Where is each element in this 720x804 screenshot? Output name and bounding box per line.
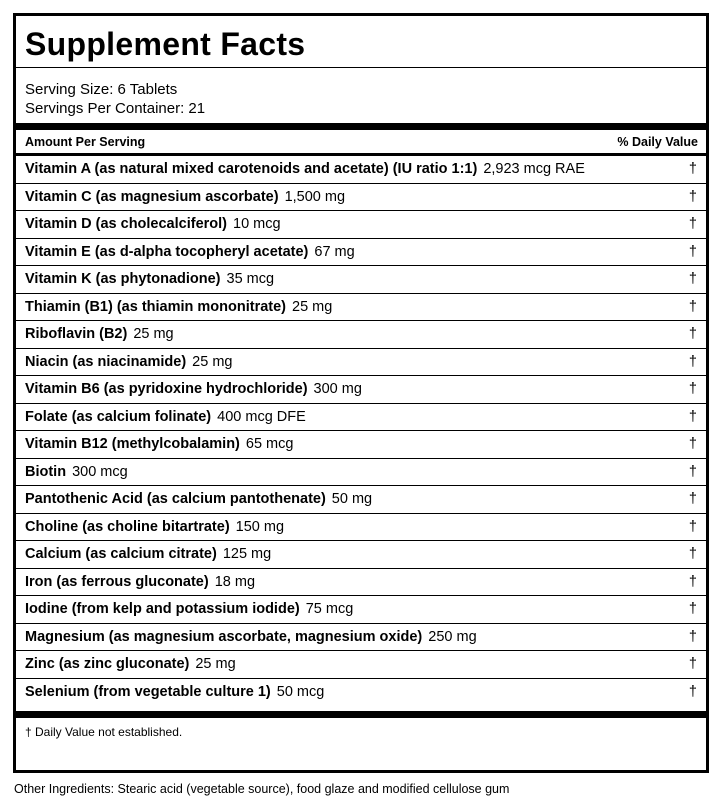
daily-value-dagger: †	[688, 188, 697, 205]
panel-title: Supplement Facts	[25, 26, 306, 62]
nutrient-row	[16, 375, 706, 403]
nutrient-text	[25, 271, 274, 287]
nutrient-name: Vitamin B6 (as pyridoxine hydrochloride)	[25, 381, 308, 397]
nutrient-row	[16, 650, 706, 678]
footnote: † Daily Value not established.	[25, 725, 183, 739]
nutrient-amount: 2,923 mcg RAE	[483, 161, 585, 177]
nutrient-amount: 18 mg	[214, 573, 256, 590]
serving-size: Serving Size: 6 Tablets	[25, 81, 178, 98]
nutrient-row	[16, 265, 706, 293]
daily-value-dagger: †	[688, 326, 697, 342]
nutrient-text	[25, 354, 232, 370]
daily-value-dagger: †	[688, 573, 697, 590]
nutrient-amount: 150 mg	[235, 518, 285, 535]
daily-value-dagger: †	[688, 436, 697, 452]
daily-value-dagger: †	[688, 298, 697, 315]
daily-value-dagger: †	[688, 601, 697, 617]
supplement-facts-panel	[13, 13, 709, 773]
nutrient-text	[25, 519, 284, 535]
nutrient-list	[16, 156, 706, 705]
nutrient-name: Vitamin C (as magnesium ascorbate)	[25, 188, 279, 205]
nutrient-row	[16, 156, 706, 183]
nutrient-text	[25, 629, 477, 645]
daily-value-dagger: †	[688, 353, 697, 370]
nutrient-text	[25, 161, 585, 177]
nutrient-amount: 25 mg	[292, 298, 333, 315]
nutrient-row	[16, 485, 706, 513]
nutrient-text	[25, 381, 362, 397]
thick-divider	[16, 123, 706, 130]
nutrient-row	[16, 458, 706, 486]
nutrient-amount: 35 mcg	[226, 271, 275, 287]
nutrient-row	[16, 513, 706, 541]
nutrient-amount: 50 mcg	[276, 683, 325, 700]
nutrient-text	[25, 684, 324, 700]
nutrient-name: Iron (as ferrous gluconate)	[25, 573, 209, 590]
nutrient-name: Vitamin D (as cholecalciferol)	[25, 216, 227, 232]
nutrient-name: Zinc (as zinc gluconate)	[25, 656, 190, 672]
nutrient-amount: 75 mcg	[305, 601, 354, 617]
nutrient-row	[16, 320, 706, 348]
daily-value-dagger: †	[688, 271, 697, 287]
nutrient-amount: 250 mg	[428, 628, 477, 645]
nutrient-name: Biotin	[25, 463, 67, 480]
nutrient-amount: 300 mg	[313, 381, 362, 397]
nutrient-row	[16, 210, 706, 238]
nutrient-amount: 25 mg	[133, 326, 174, 342]
bottom-thick-divider	[16, 711, 706, 718]
nutrient-name: Choline (as choline bitartrate)	[25, 518, 230, 535]
nutrient-name: Folate (as calcium folinate)	[25, 408, 212, 425]
nutrient-text	[25, 189, 345, 205]
nutrient-row	[16, 348, 706, 376]
amount-per-serving-header: Amount Per Serving	[25, 135, 146, 149]
daily-value-dagger: †	[688, 491, 697, 507]
column-header	[25, 132, 698, 152]
nutrient-text	[25, 464, 128, 480]
nutrient-text	[25, 656, 236, 672]
nutrient-text	[25, 491, 372, 507]
daily-value-dagger: †	[688, 546, 697, 562]
nutrient-amount: 67 mg	[314, 243, 355, 260]
nutrient-text	[25, 244, 355, 260]
nutrient-text	[25, 546, 271, 562]
nutrient-row	[16, 238, 706, 266]
nutrient-amount: 25 mg	[195, 656, 236, 672]
nutrient-name: Calcium (as calcium citrate)	[25, 546, 217, 562]
daily-value-dagger: †	[688, 518, 697, 535]
nutrient-amount: 1,500 mg	[284, 188, 346, 205]
nutrient-name: Selenium (from vegetable culture 1)	[25, 683, 271, 700]
nutrient-name: Riboflavin (B2)	[25, 326, 128, 342]
daily-value-dagger: †	[688, 628, 697, 645]
nutrient-name: Vitamin B12 (methylcobalamin)	[25, 436, 240, 452]
nutrient-name: Magnesium (as magnesium ascorbate, magnesium oxide)	[25, 628, 423, 645]
nutrient-name: Vitamin A (as natural mixed carotenoids and acetate) (IU ratio 1:1)	[25, 161, 478, 177]
nutrient-row	[16, 623, 706, 651]
daily-value-dagger: †	[688, 408, 697, 425]
daily-value-dagger: †	[688, 656, 697, 672]
daily-value-dagger: †	[688, 243, 697, 260]
nutrient-name: Iodine (from kelp and potassium iodide)	[25, 601, 300, 617]
nutrient-row	[16, 568, 706, 596]
nutrient-amount: 65 mcg	[245, 436, 294, 452]
nutrient-text	[25, 409, 306, 425]
nutrient-name: Pantothenic Acid (as calcium pantothenate)	[25, 491, 326, 507]
serving-info	[25, 80, 205, 118]
nutrient-text	[25, 436, 293, 452]
daily-value-dagger: †	[688, 683, 697, 700]
nutrient-name: Vitamin E (as d-alpha tocopheryl acetate)	[25, 243, 309, 260]
nutrient-amount: 10 mcg	[233, 216, 281, 232]
servings-per-container: Servings Per Container: 21	[25, 100, 206, 117]
nutrient-name: Niacin (as niacinamide)	[25, 353, 187, 370]
nutrient-name: Thiamin (B1) (as thiamin mononitrate)	[25, 298, 287, 315]
nutrient-amount: 400 mcg DFE	[217, 408, 306, 425]
daily-value-dagger: †	[688, 381, 697, 397]
nutrient-text	[25, 326, 174, 342]
nutrient-text	[25, 299, 332, 315]
other-ingredients: Other Ingredients: Stearic acid (vegetable source), food glaze and modified cellulose gum	[14, 782, 510, 796]
nutrient-amount: 25 mg	[192, 353, 233, 370]
nutrient-text	[25, 216, 281, 232]
nutrient-amount: 50 mg	[331, 491, 373, 507]
nutrient-row	[16, 430, 706, 458]
divider	[16, 67, 706, 68]
nutrient-text	[25, 574, 255, 590]
nutrient-row	[16, 678, 706, 706]
nutrient-amount: 125 mg	[222, 546, 272, 562]
nutrient-row	[16, 403, 706, 431]
daily-value-dagger: †	[688, 216, 697, 232]
nutrient-amount: 300 mcg	[72, 463, 128, 480]
nutrient-text	[25, 601, 353, 617]
nutrient-row	[16, 595, 706, 623]
daily-value-dagger: †	[688, 463, 697, 480]
daily-value-dagger: †	[688, 161, 697, 177]
nutrient-row	[16, 540, 706, 568]
daily-value-header: % Daily Value	[617, 135, 698, 149]
nutrient-row	[16, 293, 706, 321]
nutrient-name: Vitamin K (as phytonadione)	[25, 271, 221, 287]
nutrient-row	[16, 183, 706, 211]
